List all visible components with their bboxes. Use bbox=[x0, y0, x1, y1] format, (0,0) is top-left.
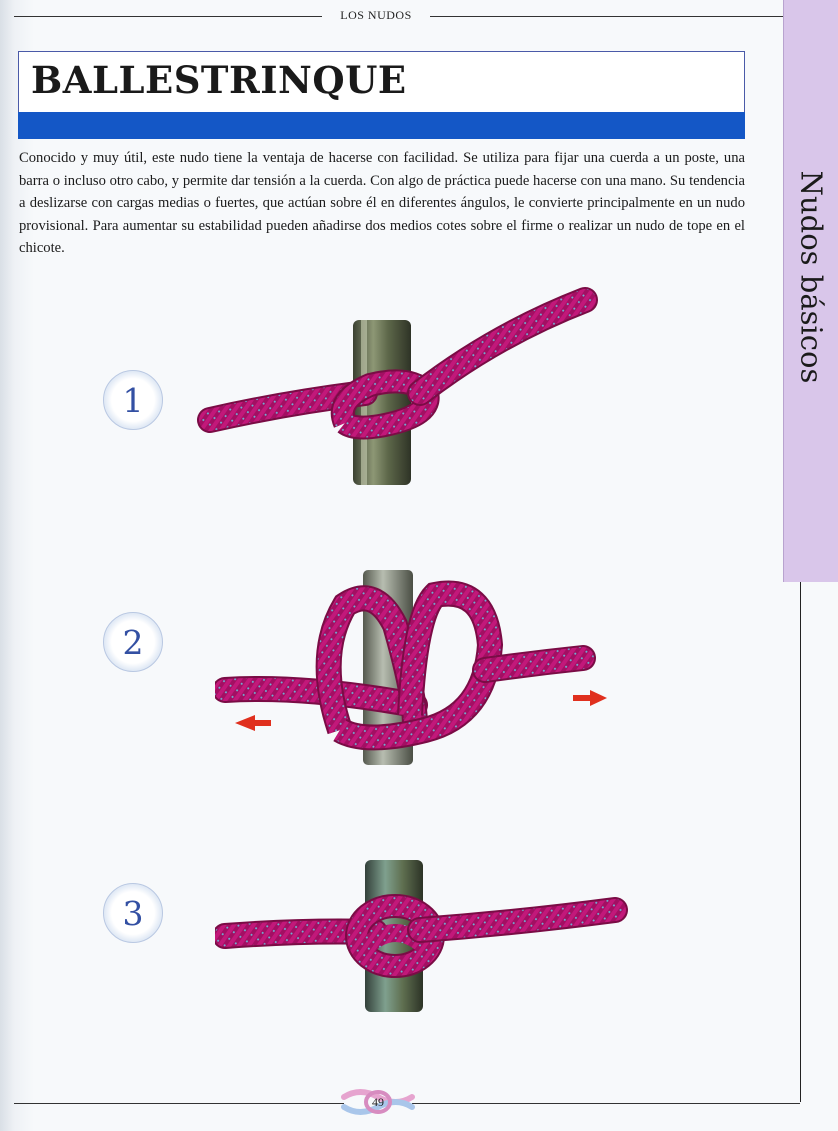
section-tab-label-wrap bbox=[784, 172, 838, 382]
footer-rule-left bbox=[14, 1103, 344, 1104]
running-title: LOS NUDOS bbox=[340, 8, 412, 22]
page-title: BALLESTRINQUE bbox=[31, 58, 407, 102]
margin-rule bbox=[800, 582, 801, 1102]
arrow-right-icon bbox=[573, 690, 607, 706]
footer-rule-right bbox=[412, 1103, 800, 1104]
step-number-2: 2 bbox=[103, 612, 163, 672]
section-tab-label: Nudos básicos bbox=[794, 170, 829, 384]
rope-right-part bbox=[420, 910, 615, 930]
step-1-illustration bbox=[195, 275, 615, 495]
rope-working-end bbox=[420, 300, 585, 393]
step-3-illustration bbox=[215, 858, 635, 1018]
title-accent-bar bbox=[18, 112, 745, 139]
header-rule-left bbox=[14, 16, 322, 17]
header-rule-right bbox=[430, 16, 783, 17]
running-header bbox=[0, 6, 783, 26]
rope-right-end bbox=[485, 658, 583, 670]
page-number: 49 bbox=[372, 1095, 384, 1109]
section-tab bbox=[783, 0, 838, 582]
arrow-left-icon bbox=[235, 715, 271, 731]
step-number-1: 1 bbox=[103, 370, 163, 430]
title-box bbox=[18, 51, 745, 113]
step-number-3: 3 bbox=[103, 883, 163, 943]
intro-paragraph: Conocido y muy útil, este nudo tiene la ventaja de hacerse con facilidad. Se utiliza para fijar una cuerda a un poste, una barra o incluso otro cabo, y permite dar tensión a la cuerda. Con algo de práctica puede hacerse con una mano. Su tendencia a deslizarse con cargas medias o fuertes, que actúan sobre él en diferentes ángulos, le convierte principalmente en un nudo provisional. Para aumentar su estabilidad pueden añadirse dos medios cotes sobre el firme o realizar un nudo de tope en el chicote. bbox=[19, 150, 745, 256]
step-2-illustration bbox=[215, 565, 615, 775]
